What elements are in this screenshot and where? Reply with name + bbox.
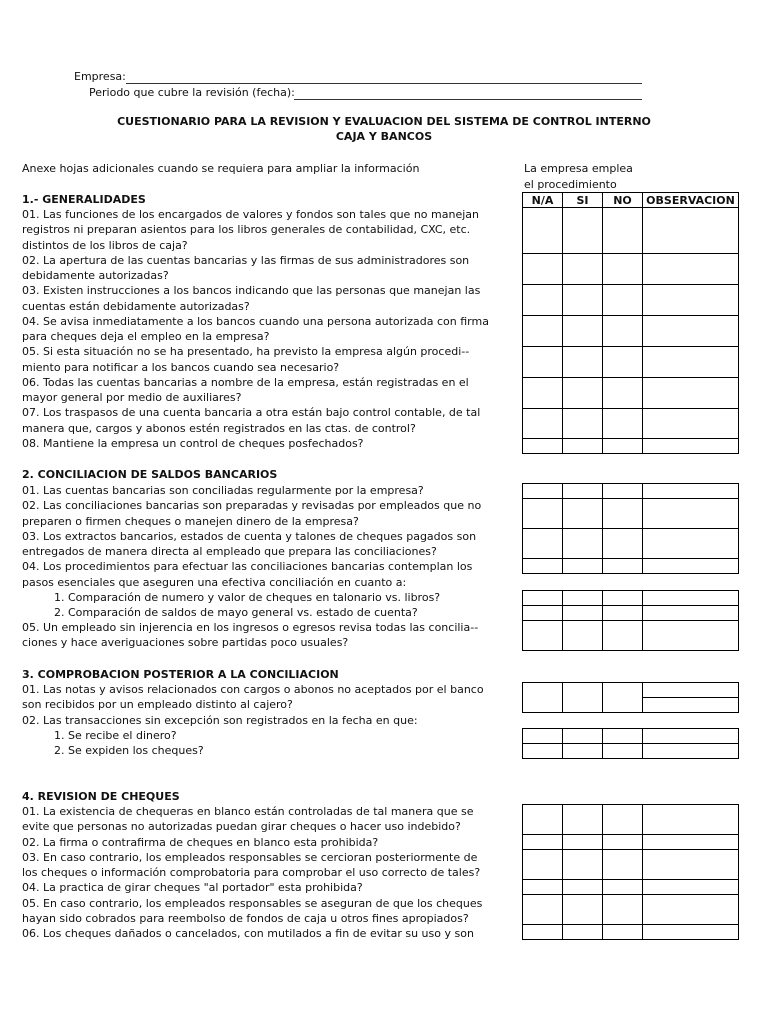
question-line: 01. La existencia de chequeras en blanco están controladas de tal manera que se [22,805,474,818]
question-line: distintos de los libros de caja? [22,238,188,252]
observacion-cell[interactable] [643,729,739,744]
section-title: 4. REVISION DE CHEQUES [22,790,180,803]
no-cell[interactable] [603,439,643,454]
question-line: cuentas están debidamente autorizadas? [22,299,250,313]
question-line: 03. Los extractos bancarios, estados de cuenta y talones de cheques pagados son [22,529,477,543]
si-cell[interactable] [563,439,603,454]
observacion-cell[interactable] [643,606,739,621]
observacion-cell[interactable] [643,850,739,880]
subitem-list [54,590,524,621]
question-line: registros ni preparan asientos para los libros generales de contabilidad, CXC, etc. [22,223,471,237]
question-line: pasos esenciales que aseguren una efectiva conciliación en cuanto a: [22,575,407,589]
no-cell[interactable] [603,850,643,880]
na-cell[interactable] [523,729,563,744]
no-cell[interactable] [603,285,643,316]
si-cell[interactable] [563,683,603,713]
empresa-field[interactable] [126,83,642,84]
question-line: preparen o firmen cheques o manejen dinero de la empresa? [22,514,359,528]
no-cell[interactable] [603,347,643,378]
si-cell[interactable] [563,285,603,316]
question-line: para cheques deja el empleo en la empresa? [22,330,270,343]
observacion-cell[interactable] [643,895,739,925]
na-cell[interactable] [523,559,563,574]
na-cell[interactable] [523,316,563,347]
na-cell[interactable] [523,621,563,651]
no-cell[interactable] [603,805,643,835]
question-line: 04. Se avisa inmediatamente a los bancos cuando una persona autorizada con firma [22,314,489,328]
si-cell[interactable] [563,744,603,759]
empresa-label: Empresa: [74,70,126,83]
na-cell[interactable] [523,835,563,850]
question-line: 02. Las conciliaciones bancarias son preparadas y revisadas por empleados que no [22,499,482,513]
question-line: miento para notificar a los bancos cuando sea necesario? [22,360,340,374]
na-cell[interactable] [523,285,563,316]
observacion-cell[interactable] [643,439,739,454]
no-cell[interactable] [603,591,643,606]
observacion-cell[interactable] [643,316,739,347]
observacion-cell[interactable] [643,409,739,439]
na-cell[interactable] [523,895,563,925]
question-line: son recibidos por un empleado distinto al cajero? [22,698,293,712]
instructions-note: Anexe hojas adicionales cuando se requiera para ampliar la información [22,162,420,175]
no-cell[interactable] [603,208,643,254]
na-cell[interactable] [523,606,563,621]
question [22,682,492,728]
question-line: 01. Las funciones de los encargados de valores y fondos son tales que no manejan [22,208,479,221]
question [22,804,492,941]
observacion-cell[interactable] [643,499,739,529]
question [22,207,492,451]
no-cell[interactable] [603,621,643,651]
si-cell[interactable] [563,208,603,254]
na-cell[interactable] [523,409,563,439]
periodo-label: Periodo que cubre la revisión (fecha): [89,86,295,99]
section-title: 2. CONCILIACION DE SALDOS BANCARIOS [22,468,278,481]
na-cell[interactable] [523,439,563,454]
subitem-list [54,728,524,759]
section-title: 1.- GENERALIDADES [22,193,146,206]
si-cell[interactable] [563,559,603,574]
subitem: 1. Se recibe el dinero? [54,729,177,742]
subitem: 1. Comparación de numero y valor de cheques en talonario vs. libros? [54,591,441,604]
question-line: debidamente autorizadas? [22,269,169,282]
question-line: 04. La practica de girar cheques "al portador" esta prohibida? [22,881,363,895]
page-subtitle: CAJA Y BANCOS [335,130,433,143]
observacion-cell[interactable] [643,880,739,895]
observacion-cell[interactable] [643,484,739,499]
no-cell[interactable] [603,729,643,744]
observacion-cell[interactable] [643,698,739,713]
si-cell[interactable] [563,895,603,925]
si-cell[interactable] [563,499,603,529]
question-line: 08. Mantiene la empresa un control de cheques posfechados? [22,436,364,450]
na-cell[interactable] [523,805,563,835]
header-no: NO [603,193,643,208]
question-line: 04. Los procedimientos para efectuar las conciliaciones bancarias contemplan los [22,560,473,574]
observacion-cell[interactable] [643,925,739,940]
question-line: 01. Las cuentas bancarias son conciliadas regularmente por la empresa? [22,484,424,497]
answer-grid-section-3a [522,682,739,713]
question-line: 03. Existen instrucciones a los bancos indicando que las personas que manejan las [22,284,481,298]
no-cell[interactable] [603,683,643,713]
no-cell[interactable] [603,744,643,759]
no-cell[interactable] [603,529,643,559]
na-cell[interactable] [523,208,563,254]
observacion-cell[interactable] [643,347,739,378]
question-line: 03. En caso contrario, los empleados responsables se cercioran posteriormente de [22,850,478,864]
question [22,483,492,590]
si-cell[interactable] [563,729,603,744]
si-cell[interactable] [563,925,603,940]
si-cell[interactable] [563,850,603,880]
na-cell[interactable] [523,254,563,285]
no-cell[interactable] [603,484,643,499]
table-caption-line-1: La empresa emplea [524,162,633,175]
question-line: 05. En caso contrario, los empleados responsables se aseguran de que los cheques [22,896,483,910]
question-line: evite que personas no autorizadas puedan girar cheques o hacer uso indebido? [22,820,461,834]
table-caption-line-2: el procedimiento [524,178,617,191]
answer-grid-section-3b [522,728,739,759]
question [22,620,492,651]
question-line: 05. Si esta situación no se ha presentado, ha previsto la empresa algún procedi-- [22,345,470,359]
na-cell[interactable] [523,925,563,940]
no-cell[interactable] [603,499,643,529]
question-line: 02. La firma o contrafirma de cheques en blanco esta prohibida? [22,835,379,849]
question-line: 07. Los traspasos de una cuenta bancaria a otra están bajo control contable, de tal [22,406,481,420]
answer-grid-section-2a [522,483,739,574]
answer-grid-section-4 [522,804,739,940]
periodo-field[interactable] [294,99,642,100]
no-cell[interactable] [603,835,643,850]
si-cell[interactable] [563,880,603,895]
observacion-cell[interactable] [643,285,739,316]
observacion-cell[interactable] [643,683,739,698]
na-cell[interactable] [523,499,563,529]
question-line: 06. Los cheques dañados o cancelados, con mutilados a fin de evitar su uso y son [22,927,474,940]
question-line: ciones y hace averiguaciones sobre partidas poco usuales? [22,636,349,650]
page-title: CUESTIONARIO PARA LA REVISION Y EVALUACION DEL SISTEMA DE CONTROL INTERNO [117,115,651,128]
na-cell[interactable] [523,683,563,713]
question-line: entregados de manera directa al empleado que prepara las conciliaciones? [22,545,437,558]
si-cell[interactable] [563,254,603,285]
observacion-cell[interactable] [643,805,739,835]
answer-grid-section-1 [522,192,739,454]
question-line: 02. La apertura de las cuentas bancarias y las firmas de sus administradores son [22,253,470,267]
no-cell[interactable] [603,880,643,895]
no-cell[interactable] [603,895,643,925]
subitem: 2. Comparación de saldos de mayo general vs. estado de cuenta? [54,606,418,620]
observacion-cell[interactable] [643,591,739,606]
section-title: 3. COMPROBACION POSTERIOR A LA CONCILIACION [22,668,339,681]
question-line: mayor general por medio de auxiliares? [22,391,242,404]
no-cell[interactable] [603,559,643,574]
no-cell[interactable] [603,606,643,621]
si-cell[interactable] [563,606,603,621]
si-cell[interactable] [563,409,603,439]
header-na: N/A [523,193,563,208]
question-line: 05. Un empleado sin injerencia en los ingresos o egresos revisa todas las concilia-- [22,621,479,634]
si-cell[interactable] [563,621,603,651]
si-cell[interactable] [563,316,603,347]
observacion-cell[interactable] [643,529,739,559]
question-line: manera que, cargos y abonos estén registrados en las ctas. de control? [22,421,416,435]
na-cell[interactable] [523,529,563,559]
no-cell[interactable] [603,254,643,285]
observacion-cell[interactable] [643,208,739,254]
question-line: 06. Todas las cuentas bancarias a nombre de la empresa, están registradas en el [22,375,469,389]
na-cell[interactable] [523,850,563,880]
header-observacion: OBSERVACION [643,193,739,208]
observacion-cell[interactable] [643,835,739,850]
na-cell[interactable] [523,744,563,759]
question-line: hayan sido cobrados para reembolso de fondos de caja u otros fines apropiados? [22,911,469,925]
si-cell[interactable] [563,591,603,606]
na-cell[interactable] [523,880,563,895]
observacion-cell[interactable] [643,559,739,574]
no-cell[interactable] [603,378,643,409]
observacion-cell[interactable] [643,378,739,409]
no-cell[interactable] [603,409,643,439]
header-si: SI [563,193,603,208]
subitem: 2. Se expiden los cheques? [54,744,204,758]
observacion-cell[interactable] [643,254,739,285]
si-cell[interactable] [563,529,603,559]
na-cell[interactable] [523,591,563,606]
na-cell[interactable] [523,378,563,409]
question-line: los cheques o información comprobatoria para comprobar el uso correcto de tales? [22,866,481,879]
si-cell[interactable] [563,484,603,499]
na-cell[interactable] [523,484,563,499]
si-cell[interactable] [563,805,603,835]
answer-grid-section-2b [522,590,739,651]
question-line: 01. Las notas y avisos relacionados con cargos o abonos no aceptados por el banco [22,683,484,696]
no-cell[interactable] [603,316,643,347]
question-line: 02. Las transacciones sin excepción son registrados en la fecha en que: [22,713,418,727]
si-cell[interactable] [563,378,603,409]
si-cell[interactable] [563,835,603,850]
observacion-cell[interactable] [643,744,739,759]
no-cell[interactable] [603,925,643,940]
na-cell[interactable] [523,347,563,378]
si-cell[interactable] [563,347,603,378]
observacion-cell[interactable] [643,621,739,651]
